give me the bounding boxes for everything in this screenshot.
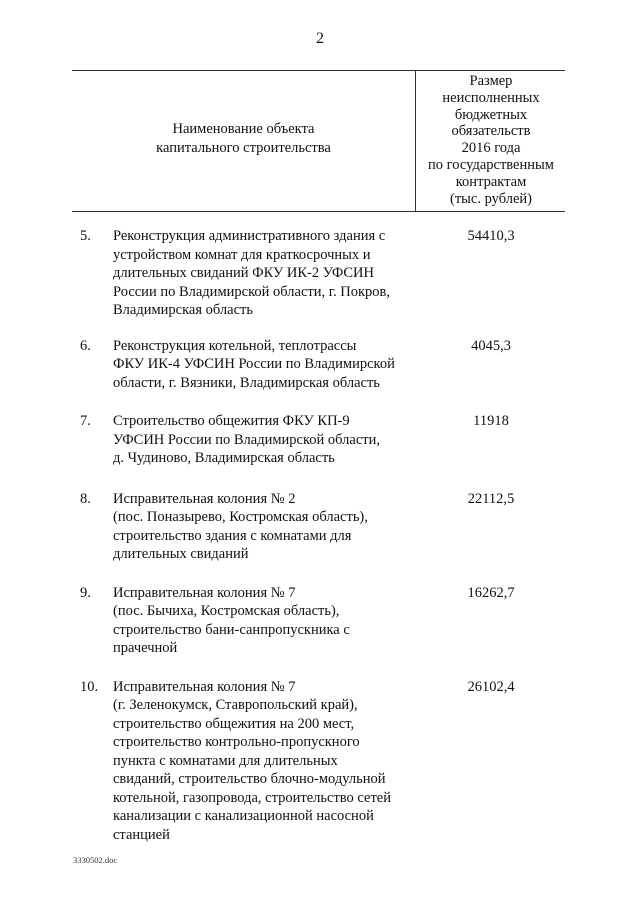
row-text-line: ФКУ ИК-4 УФСИН России по Владимирской [113, 356, 395, 372]
row-number: 5. [80, 228, 91, 244]
row-number: 10. [80, 678, 99, 695]
table-row [0, 227, 640, 320]
row-amount: 26102,4 [467, 678, 515, 695]
header-object-name [72, 120, 415, 158]
row-text-line: УФСИН России по Владимирской области, [113, 431, 380, 448]
row-text-line: котельной, газопровода, строительство сетей [113, 789, 391, 806]
row-text-line: прачечной [113, 640, 178, 656]
row-text-line: строительство бани-санпропускника с [113, 621, 350, 638]
row-text-line: Реконструкция административного здания с [113, 228, 386, 244]
row-number: 6. [80, 337, 91, 354]
header-amount-line: (тыс. рублей) [450, 190, 532, 207]
row-text-line: России по Владимирской области, г. Покров, [113, 283, 391, 300]
row-object-name [113, 584, 413, 658]
table-body [0, 227, 640, 844]
header-amount-line: неисполненных [442, 89, 540, 106]
row-text-line: пункта с комнатами для длительных [113, 752, 338, 769]
row-text-line: Исправительная колония № 7 [113, 678, 296, 695]
row-object-name [113, 227, 413, 320]
row-text-line: (пос. Поназырево, Костромская область), [113, 509, 368, 525]
row-text-line: строительство общежития на 200 мест, [113, 715, 355, 732]
page-number: 2 [316, 30, 324, 47]
row-text-line: станцией [113, 826, 170, 843]
row-amount: 22112,5 [467, 490, 515, 507]
table-row [0, 584, 640, 658]
table-top-rule [72, 70, 565, 71]
row-object-name [113, 678, 413, 845]
row-object-name [113, 412, 413, 468]
row-object-name [113, 337, 413, 393]
row-text-line: свиданий, строительство блочно-модульной [113, 771, 386, 787]
header-amount-line: по государственным [428, 156, 554, 173]
row-text-line: устройством комнат для краткосрочных и [113, 246, 371, 263]
table-row [0, 678, 640, 845]
header-amount-line: бюджетных [454, 106, 528, 123]
footer-file-name: 3330502.doc [73, 855, 118, 865]
row-text-line: Исправительная колония № 2 [113, 490, 296, 507]
table-header-bottom-rule [72, 211, 565, 212]
row-text-line: канализации с канализационной насосной [113, 808, 374, 824]
row-amount: 4045,3 [471, 337, 511, 354]
row-amount: 54410,3 [467, 228, 515, 244]
row-amount: 16262,7 [467, 584, 515, 601]
header-object-name-line: Наименование объекта [172, 121, 315, 137]
header-amount-line: Размер [469, 73, 513, 89]
row-text-line: (г. Зеленокумск, Ставропольский край), [113, 697, 358, 713]
table-row [0, 337, 640, 393]
row-text-line: длительных свиданий ФКУ ИК-2 УФСИН [113, 265, 374, 281]
row-text-line: Владимирская область [113, 302, 253, 318]
row-text-line: строительство здания с комнатами для [113, 527, 352, 544]
table-row [0, 490, 640, 564]
row-text-line: Реконструкция котельной, теплотрассы [113, 337, 357, 354]
table-row [0, 412, 640, 468]
row-text-line: (пос. Бычиха, Костромская область), [113, 603, 340, 619]
row-text-line: строительство контрольно-пропускного [113, 734, 360, 750]
row-text-line: Исправительная колония № 7 [113, 584, 296, 601]
row-number: 7. [80, 413, 91, 429]
header-amount [416, 73, 566, 207]
row-amount: 11918 [473, 413, 509, 429]
header-object-name-line: капитального строительства [156, 140, 331, 156]
row-text-line: д. Чудиново, Владимирская область [113, 450, 335, 466]
row-text-line: области, г. Вязники, Владимирская область [113, 374, 380, 391]
row-number: 9. [80, 584, 91, 601]
row-text-line: Строительство общежития ФКУ КП-9 [113, 413, 350, 429]
row-number: 8. [80, 490, 91, 507]
header-amount-line: контрактам [455, 173, 527, 190]
header-amount-line: 2016 года [461, 140, 521, 157]
row-object-name [113, 490, 413, 564]
header-amount-line: обязательств [451, 123, 531, 140]
row-text-line: длительных свиданий [113, 546, 249, 562]
